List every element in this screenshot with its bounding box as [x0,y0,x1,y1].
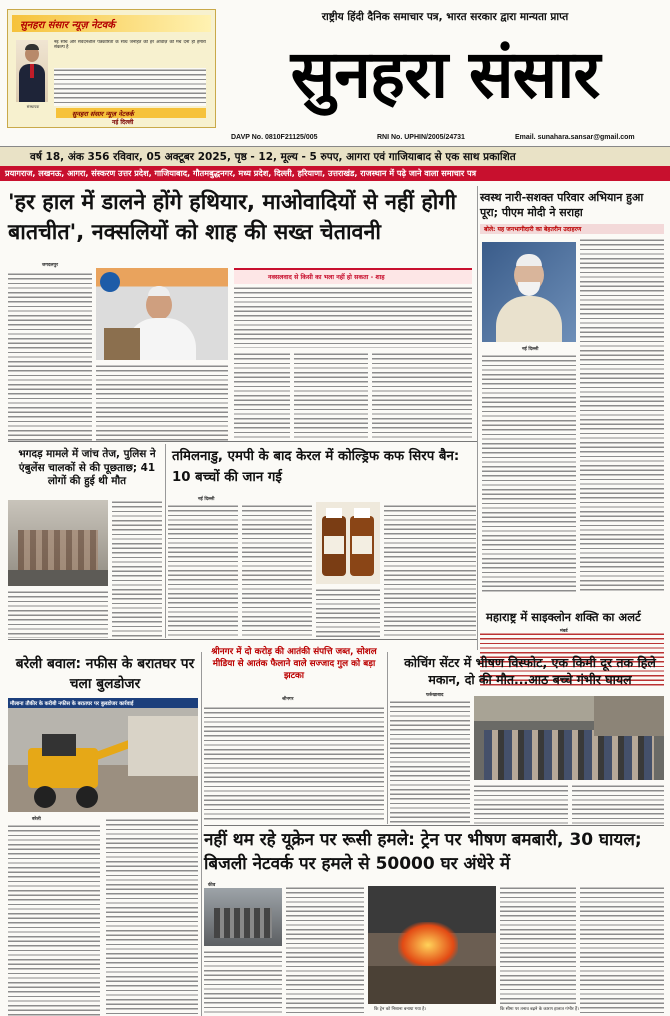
bareilly-caption-bar [8,698,198,708]
lead-photo [96,268,228,360]
cough-syrup-story [168,442,476,638]
network-promo-box [7,9,216,128]
lead-headline: 'हर हाल में डालने होंगे हथियार, माओवादियों से नहीं होगी बातचीत', नक्सलियों को शाह की सख्त चेतावनी [8,190,457,245]
network-banner [12,15,211,32]
bareilly-photo-caption: मौलाना तौकीर के करीबी नफीस के बरातघर पर बुलडोजर कार्रवाई [10,701,134,707]
rule-bareilly-col [201,652,202,1016]
contact-email: Email. sunahara.sansar@gmail.com [515,134,635,141]
srinagar-headline: श्रीनगर में दो करोड़ की आतंकी संपत्ति जब्त, सोशल मीडिया से आतंक फैलाने वाले सज्जाद गुल को बड़ा झटका [211,647,377,681]
rule-amb-col [165,444,166,638]
pm-dateline: नई दिल्ली [522,347,539,352]
maharashtra-headline: महाराष्ट्र में साइक्लोन शक्ति का अलर्ट [486,610,641,624]
network-label-2: सुनहरा संसार न्यूज़ नेटवर्क [72,110,134,118]
cough-dateline: नई दिल्ली [198,497,215,502]
lead-dateline: जगदलपुर [42,263,59,268]
network-city: नई दिल्ली [112,119,134,126]
rni-number: RNI No. UPHIN/2005/24731 [377,134,465,141]
coaching-photo [474,696,664,780]
bareilly-story [8,652,198,1016]
editions-line: प्रयागराज, लखनऊ, आगरा, संस्करण उत्तर प्रदेश, गाजियाबाद, गौतमबुद्धनगर, मध्य प्रदेश, दिल्ली, हरियाणा, उत्तराखंड, राजस्थान में पढ़े जाने वाला समाचार पत्र [5,168,477,178]
ukraine-dateline: कीव [208,883,216,888]
pm-subhead: बोले: यह जनभागीदारी का बेहतरीन उदाहरण [484,226,582,233]
ukraine-photo [204,888,282,946]
ambulance-headline: भगदड़ मामले में जांच तेज, पुलिस ने एंबुलेंस चालकों से की पूछताछ; 41 लोगों की हुई थी मौत [18,448,156,487]
rule-srinagar-col [387,652,388,824]
lead-text-col1 [8,272,92,442]
ukraine-story [204,826,664,1016]
coaching-story [390,652,664,826]
davp-number: DAVP No. 0810F21125/005 [231,134,318,141]
bulldozer-photo [8,708,198,812]
masthead [0,0,670,170]
ukraine-fire-photo [368,886,496,1004]
syrup-photo [316,502,380,584]
ukraine-photo-caption: कि ट्रेन को निशाना बनाया गया है। [374,1007,427,1012]
newspaper-title: सुनहरा संसार [290,35,600,113]
srinagar-story [204,640,384,822]
registration-line [225,134,665,145]
coaching-dateline: फर्रुखाबाद [426,693,444,698]
founder-caption: संस्थापक [26,104,40,109]
pm-headline: स्वस्थ नारी-सशक्त परिवार अभियान हुआ पूरा; पीएम मोदी ने सराहा [480,191,644,219]
issue-line: वर्ष 18, अंक 356 रविवार, 05 अक्टूबर 2025, पृष्ठ - 12, मूल्य - 5 रुपए, आगरा एवं गाजियाबाद से एक साथ प्रकाशित [30,151,516,163]
pm-story [480,186,664,606]
network-banner-2 [56,108,206,118]
editions-bar [0,166,670,181]
ambulance-story [8,442,162,638]
coaching-headline: कोचिंग सेंटर में भीषण विस्फोट, एक किमी दूर तक हिले मकान, दो की मौत...आठ बच्चे गंभीर घायल [404,655,656,687]
bareilly-headline: बरेली बवाल: नफीस के बरातघर पर चला बुलडोजर [15,656,195,692]
pm-photo [482,242,576,342]
ukraine-photo-caption-2: कि सीमा पर तनाव बढ़ने के कारण हालात गंभीर हैं। [500,1007,579,1012]
lead-quote-box [234,268,472,284]
rule-lead-bottom [8,441,478,442]
founder-quote: नई सोच और संवेदनशील पत्रकारिता के साथ जनहित की हर आवाज़ को मंच देना ही हमारा संकल्प है [54,40,206,51]
pm-subhead-bar [480,224,664,234]
lead-box-title: नक्सलवाद से किसी का भला नहीं हो सकता - शाह [268,274,385,281]
rule-mid [8,639,478,640]
tagline: राष्ट्रीय हिंदी दैनिक समाचार पत्र, भारत सरकार द्वारा मान्यता प्राप्त [321,11,569,23]
rule-ukraine-top [204,825,664,826]
founder-photo [16,40,48,102]
bareilly-dateline: बरेली [32,817,41,822]
ambulance-photo [8,500,108,586]
cough-headline: तमिलनाडु, एमपी के बाद केरल में कोल्ड्रिफ कफ सिरप बैन: 10 बच्चों की जान गई [172,449,460,485]
rule-right-col [477,186,478,650]
lead-story [8,186,474,442]
ukraine-headline: नहीं थम रहे यूक्रेन पर रूसी हमले: ट्रेन पर भीषण बमबारी, 30 घायल; बिजली नेटवर्क पर हमले से 50000 घर अंधेरे में [204,830,642,874]
issue-bar [0,146,670,167]
srinagar-dateline: श्रीनगर [282,697,294,702]
network-label: सुनहरा संसार न्यूज़ नेटवर्क [20,20,115,31]
